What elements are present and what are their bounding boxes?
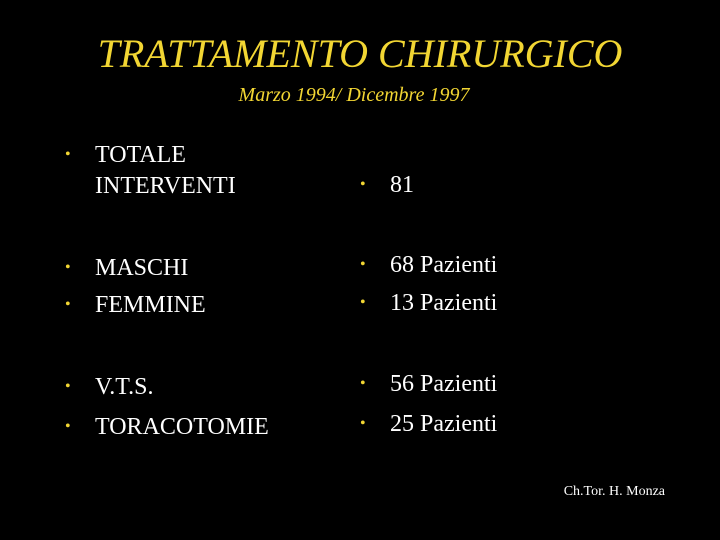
bullet-icon: • — [65, 146, 71, 163]
femmine-value: 13 Pazienti — [390, 290, 498, 316]
toracotomie-value: 25 Pazienti — [390, 411, 498, 437]
footer-credit: Ch.Tor. H. Monza — [563, 484, 665, 499]
bullet-icon: • — [360, 375, 366, 392]
bullet-icon: • — [65, 259, 71, 276]
bullet-icon: • — [360, 415, 366, 432]
bullet-icon: • — [65, 378, 71, 395]
maschi-value: 68 Pazienti — [390, 252, 498, 278]
subtitle-text: Marzo 1994/ Dicembre 1997 — [238, 84, 470, 106]
bullet-icon: • — [360, 256, 366, 273]
vts-value: 56 Pazienti — [390, 371, 498, 397]
bullet-icon: • — [65, 418, 71, 435]
slide-title: TRATTAMENTO CHIRURGICO — [97, 31, 623, 76]
left-column — [65, 0, 365, 540]
bullet-icon: • — [360, 176, 366, 193]
bullet-icon: • — [360, 294, 366, 311]
maschi-label: MASCHI — [95, 255, 189, 281]
totale-label-line1: TOTALE — [95, 142, 186, 168]
bullet-icon: • — [65, 296, 71, 313]
right-column — [360, 0, 700, 540]
totale-label-line2: INTERVENTI — [95, 173, 236, 199]
toracotomie-label: TORACOTOMIE — [95, 414, 269, 440]
vts-label: V.T.S. — [95, 374, 154, 400]
femmine-label: FEMMINE — [95, 292, 206, 318]
totale-value: 81 — [390, 172, 414, 198]
